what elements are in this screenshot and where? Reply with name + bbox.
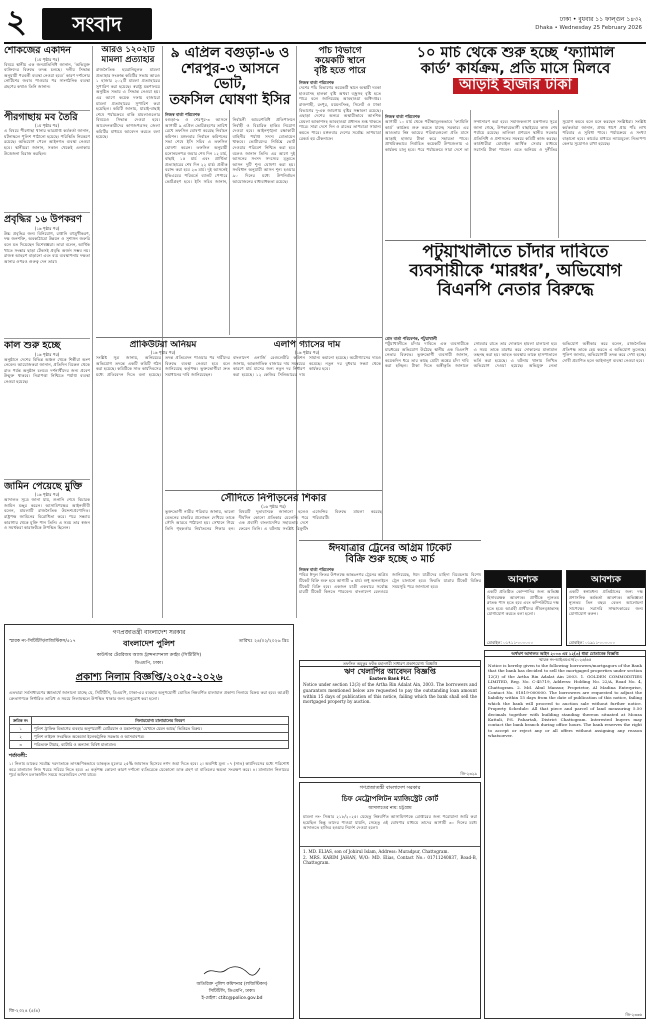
office-line: কাউন্টার টেররিজম অ্যান্ড ট্রান্সন্যাশনাল ক্রাইম (সিটিটিসি): [96, 653, 202, 658]
notice-code: জি-২৩২৪ (৫/৪): [9, 1009, 40, 1014]
notice-code: জি-২৩৩৬: [625, 1012, 642, 1017]
patuakhali-body: [385, 336, 646, 566]
notice-header: অর্থঋণ আদালত আইন ২০০৩ এর ১২(৩) ধারা মোতাবেক বিজ্ঞপ্তি: [485, 651, 645, 657]
story-title[interactable]: জামিন পেয়েছে মুক্তি: [4, 480, 83, 492]
patuakhali-story: [385, 243, 646, 333]
eid-train-headline-line: ঈদযাত্রার ট্রেনের অগ্রিম টিকেট: [328, 543, 452, 554]
table-header-cell: ক্রমিক নং: [10, 717, 32, 725]
left-column: [4, 46, 90, 618]
story-continuation: (১৬ পৃষ্ঠার পর): [294, 350, 320, 356]
weather-story: [299, 46, 381, 336]
accused-list: 1. MD. ELIAS, son of Johirul Islam, Address: Muradpur, Chattogram. 2. MRS. KARIM JAHAN, W/O: MD. Elias, Contact No.: 01711240837, Road-B, Chattogram.: [300, 846, 480, 996]
story-divider: [4, 479, 90, 480]
auction-table-wrap: [5, 714, 293, 751]
right-legal-notice: [484, 650, 646, 1019]
story-divider: [4, 338, 90, 339]
notice-date: তারিখঃ ২৪/০২/২০২৬ খ্রিঃ: [238, 639, 289, 644]
terms-body: ১। নিলাম ডাকের সর্বোচ্চ দরদাতাকে তাৎক্ষণিকভাবে ডাককৃত মূল্যের ২৫% জামানত হিসেবে নগদ জমা দিতে হবে। ২। অবশিষ্ট মূল্য ০৭ (সাত) কার্যদিবসের মধ্যে পরিশোধ করে মালামাল নিজ খরচে সরিয়ে নিতে হবে। ৩। কর্তৃপক্ষ কোনো কারণ দর্শানো ব্যতিরেকে যেকোনো ডাক গ্রহণ বা বাতিলের ক্ষমতা সংরক্ষণ করে। ৪। মালামাল নিলামের পূর্বে অফিস চলাকালীন সময়ে সরেজমিনে দেখা যাবে।: [9, 761, 289, 778]
story-continuation: (১৬ পৃষ্ঠার পর): [34, 351, 60, 357]
notice-header: তফসিল অমুকুর ফটক মহানগরী সাধারণ প্রকাশযোগ্য বিজ্ঞপ্তি: [300, 661, 480, 667]
story-title[interactable]: পীরগাছায় মব তৈরি: [4, 111, 78, 123]
story-body: আদালত সূত্রে জানা যায়, শুনানি শেষে বিচারক জামিন মঞ্জুর করেন। আসামিপক্ষের আইনজীবী বলেন, মামলাটি রাজনৈতিক উদ্দেশ্যপ্রণোদিত। রাষ্ট্রপক্ষ জামিনের বিরোধিতা করে। পরে সন্ধ্যায় কারাগার থেকে মুক্তি পান তিনি। এ সময় তার স্বজন ও সমর্থকরা কারাফটকে উপস্থিত ছিলেন।: [4, 497, 90, 531]
story-body: পবিত্র ঈদুল ফিতর উপলক্ষে আন্তঃনগর ট্রেনের অগ্রিম টিকেট বিক্রি শুরু হবে আগামী ৩ মার্চ। শুধু অনলাইনে টিকেট বিক্রি হবে। একজন যাত্রী একবারে সর্বোচ্চ চারটি টিকেট কিনতে পারবেন। বাংলাদেশ রেলওয়ে জানিয়েছে, ঈদে যাত্রীদের চাহিদা বিবেচনায় বিশেষ ট্রেন চালানো হবে। ফিরতি যাত্রার টিকেট বিক্রির সময়সূচি পরে জানানো হবে।: [299, 572, 481, 595]
byline: প্রেস বার্তা পরিবেশক, পটুয়াখালী: [385, 336, 437, 341]
weather-headline[interactable]: [299, 46, 381, 76]
story-body: পটুয়াখালীতে চাঁদার দাবিতে এক ব্যবসায়ীকে মারধরের অভিযোগ উঠেছে স্থানীয় এক বিএনপি নেতার বিরুদ্ধে। ভুক্তভোগী ব্যবসায়ী জানান, কয়েকদিন ধরে তার কাছে মোটা অঙ্কের চাঁদা দাবি করা হচ্ছিল। টাকা দিতে অস্বীকৃতি জানালে সোমবার রাতে তার দোকানে হামলা চালানো হয়। এ সময় তাকে মারধর করে দোকানের মালামাল তছনছ করা হয়। আহত অবস্থায় তাকে হাসপাতালে ভর্তি করা হয়েছে। এ ঘটনায় থানায় লিখিত অভিযোগ দেওয়া হয়েছে। অভিযুক্ত নেতা অভিযোগ অস্বীকার করে বলেন, রাজনৈতিক প্রতিপক্ষ তাকে হেয় করতে এ অভিযোগ তুলেছে। পুলিশ জানায়, অভিযোগটি তদন্ত করে দেখা হচ্ছে। দোষী প্রমাণিত হলে আইনানুগ ব্যবস্থা নেওয়া হবে।: [385, 341, 646, 369]
section-divider: [299, 540, 481, 541]
story-divider: [4, 212, 90, 213]
police-auction-notice: [4, 624, 294, 1019]
court-office: আদালতের নাম: চট্টগ্রাম: [368, 806, 412, 811]
byline: নিজস্ব বার্তা পরিবেশক: [385, 114, 420, 119]
job-ad: [566, 570, 646, 646]
table-cell: ৩: [10, 741, 32, 749]
section-divider: [96, 337, 382, 338]
lead-headline-line: ৯ এপ্রিল বগুড়া-৬ ও: [170, 46, 290, 61]
auction-table: [9, 716, 289, 749]
story-continuation: (১৬ পৃষ্ঠার পর): [34, 492, 60, 498]
ad-title: আবশ্যক: [567, 571, 645, 588]
story-body: বাংলাদেশ এনার্জি রেগুলেটরি কমিশন জানায়, আন্তর্জাতিক বাজারে দাম সমন্বয়ের কারণে মার্চ মাসের জন্য নতুন দর নির্ধারণ করা হয়েছে। ১২ কেজির সিলিন্ডারের দাম সামান্য কমানো হয়েছে। অটোগ্যাসের দামও কমেছে। নতুন দর বুধবার সন্ধ্যা থেকে কার্যকর হবে।: [233, 355, 381, 377]
story-body: এ বিষয়ে পীরগাছা থানার ভারপ্রাপ্ত কর্মকর্তা জানান, ঘটনাস্থলে পুলিশ পাঠানো হয়েছে। পরিস্থিতি নিয়ন্ত্রণে রয়েছে। অভিযোগ পেলে আইনগত ব্যবস্থা নেওয়া হবে। স্থানীয়রা জানান, সকাল থেকেই এলাকায় উত্তেজনা বিরাজ করছিল।: [4, 128, 90, 156]
terms-title: শর্তাবলী:: [9, 753, 28, 759]
notice-body: Notice under section 12(3) of the Artha Rin Adalat Ain, 2003. The borrowers and guarantors mentioned below are requested to pay the outstanding loan amount within 15 days of publication of this notice, failing which the bank shall sell the mortgaged property by auction.: [303, 682, 477, 705]
story-continuation: (১৬ পৃষ্ঠার পর): [261, 504, 286, 510]
lead-headline[interactable]: [165, 46, 295, 109]
story-continuation: (১৬ পৃষ্ঠার পর): [34, 225, 60, 231]
family-card-headline-line: ১০ মার্চ থেকে শুরু হচ্ছে ‘ফ্যামিলি: [416, 46, 615, 61]
signer-org: সিটিটিসি, ডিএমপি, ঢাকা।: [208, 989, 256, 994]
gov-title: গণপ্রজাতন্ত্রী বাংলাদেশ সরকার: [112, 629, 186, 636]
story-divider: [4, 110, 90, 111]
header-rule: [4, 42, 646, 44]
story-body: বগুড়া-৬ ও শেরপুর-৩ আসনে আগামী ৯ এপ্রিল ভোটগ্রহণের তারিখ রেখে তফসিল ঘোষণা করেছে নির্বাচন কমিশন। মঙ্গলবার নির্বাচন কমিশনের সভা শেষে ইসি সচিব এ তফসিল ঘোষণা করেন। তফসিল অনুযায়ী মনোনয়নপত্র জমার শেষ দিন ১২ মার্চ, বাছাই ১৫ মার্চ এবং প্রার্থিতা প্রত্যাহারের শেষ দিন ২২ মার্চ। প্রতীক বরাদ্দ করা হবে ২৩ মার্চ। দুই আসনেই ইভিএমের পরিবর্তে ব্যালট পেপারে ভোটগ্রহণ হবে। ইসি সচিব জানান, নির্বাচনী আচরণবিধি প্রতিপালনে নির্বাহী ও বিচারিক হাকিম নিয়োগ দেওয়া হবে। আইনশৃঙ্খলা রক্ষাকারী বাহিনীর পর্যাপ্ত সদস্য মোতায়েন থাকবে। ভোটারদের নির্বিঘ্নে ভোট দেওয়ার পরিবেশ নিশ্চিত করা হবে বলেও জানান তিনি। এর আগে দুই আসনের সংসদ সদস্যের মৃত্যুতে আসন দুটি শূন্য ঘোষণা করা হয়। সংবিধান অনুযায়ী আসন শূন্য হওয়ার ৯০ দিনের মধ্যে উপনির্বাচন আয়োজনের বাধ্যবাধকতা রয়েছে।: [165, 117, 295, 184]
weather-headline-line: বৃষ্টি হতে পারে: [314, 66, 366, 77]
table-cell: পুলিশ ট্রাফিক বিভাগের ব্যবহার অনুপযোগী মোটরযান ও যন্ত্রাংশসমূহ ‘যেখানে যেমন আছে’ ভিত্তিতে বিক্রয়।: [32, 725, 289, 733]
patuakhali-headline-line: বিএনপি নেতার বিরুদ্ধে: [437, 280, 594, 301]
table-row: [10, 733, 289, 741]
ad-body: একটি প্রতিষ্ঠিত কোম্পানির জন্য অভিজ্ঞ হিসাবরক্ষক আবশ্যক। প্রার্থীকে ন্যূনতম স্নাতক পাস হতে হবে এবং কম্পিউটারে দক্ষ হতে হবে। আগ্রহী প্রার্থীদের জীবনবৃত্তান্তসহ যোগাযোগ করতে বলা হলো।: [487, 589, 559, 617]
byline: নিজস্ব বার্তা পরিবেশক: [165, 112, 200, 117]
case-withdrawal-story: [96, 46, 160, 336]
table-row: [10, 725, 289, 733]
header-date-block: [535, 14, 642, 31]
weather-headline-line: কয়েকটি স্থানে: [315, 56, 365, 67]
ad-title: আবশ্যক: [485, 571, 561, 588]
eid-train-story: [299, 543, 481, 655]
byline: নিজস্ব বার্তা পরিবেশক: [299, 567, 334, 573]
lead-headline-line: তফসিল ঘোষণা ইসির: [169, 92, 291, 109]
signature-block: [177, 962, 287, 1002]
masthead-logo: [42, 8, 152, 40]
story-title[interactable]: শোকজের একদিন: [4, 46, 71, 56]
signer-email: ই-মেইল: ctitc@police.gov.bd: [201, 996, 263, 1001]
story-title[interactable]: প্রবৃদ্ধির ১৬ উপকরণ: [4, 214, 82, 226]
exam-story: [96, 340, 230, 488]
story-title[interactable]: প্রাকিউটরা অনিয়ম: [129, 340, 197, 350]
table-cell: ১: [10, 725, 32, 733]
signature-scribble: [202, 965, 262, 977]
story-body: ভুক্তভোগী নারীর পরিবার জানায়, ভালো বেতনের চাকরির প্রলোভন দেখিয়ে তাকে সৌদি আরবে পাঠানো হয়। সেখানে গিয়ে তিনি গৃহকর্তার নির্যাতনের শিকার হন। বিষয়টি দূতাবাসকে জানানো হলেও দীর্ঘদিন কোনো প্রতিকার মেলেনি। পরে এক প্রবাসী বাংলাদেশির সহায়তায় দেশে ফেরেন তিনি। এ ঘটনায় সংশ্লিষ্ট রিক্রুটিং এজেন্সির বিরুদ্ধে মামলা করেছে পরিবারটি।: [165, 509, 382, 531]
page-number: ২: [6, 2, 27, 40]
ad-body: একটি স্বনামধন্য প্রতিষ্ঠানের জন্য দক্ষ প্রশাসনিক কর্মকর্তা আবশ্যক। অভিজ্ঞতা ন্যূনতম তিন বছর। বেতন আলোচনা সাপেক্ষে। সরাসরি সাক্ষাৎকারের জন্য যোগাযোগ করুন।: [569, 589, 643, 617]
story-continuation: (১ম পৃষ্ঠার পর): [34, 56, 60, 62]
patuakhali-headline-line: ব্যবসায়ীকে ‘মারধর’, অভিযোগ: [409, 261, 622, 282]
notice-code: জি-২৩২৯: [460, 771, 477, 776]
table-header-cell: নিলামযোগ্য মালামালের বিবরণ: [32, 717, 289, 725]
column-rule: [92, 46, 93, 618]
story-body: রাজনৈতিক হয়রানিমূলক মামলা প্রত্যাহার সংক্রান্ত কমিটির সভায় আরও ১ হাজার ২০২টি মামলা প্রত্যাহারের সুপারিশ করা হয়েছে। স্বরাষ্ট্র মন্ত্রণালয়ে অনুষ্ঠিত সভায় এ সিদ্ধান্ত নেওয়া হয়। এর আগে কয়েক দফায় হাজারো মামলা প্রত্যাহারের সুপারিশ করা হয়েছিল। কমিটি জানায়, যাচাই-বাছাই শেষে পর্যায়ক্রমে বাকি মামলাগুলোর বিষয়েও সিদ্ধান্ত দেওয়া হবে। আবেদনকারীদের কাগজপত্রসহ জেলা কমিটির মাধ্যমে আবেদন করতে বলা হয়েছে।: [96, 67, 160, 140]
police-department: বাংলাদেশ পুলিশ: [123, 639, 175, 648]
section-divider: [385, 240, 646, 241]
office-line: ডিএমপি, ঢাকা।: [134, 661, 164, 666]
story-title[interactable]: আরও ১২০২টি মামলা প্রত্যাহার: [101, 46, 155, 65]
family-card-headline-line: আড়াই হাজার টাকা: [453, 78, 578, 94]
story-continuation: (১ম পৃষ্ঠার পর): [34, 123, 60, 129]
story-title[interactable]: কাল শুরু হচ্ছে: [4, 339, 61, 351]
story-body: অনুষ্ঠানে দেশের বিভিন্ন অঞ্চল থেকে শিল্পীরা অংশ নেবেন। আয়োজকরা জানান, প্রতিদিন বিকেল থেকে রাত পর্যন্ত অনুষ্ঠান চলবে। দর্শনার্থীদের জন্য প্রবেশ উন্মুক্ত থাকবে। নিরাপত্তা নিশ্চিতে পর্যাপ্ত ব্যবস্থা নেওয়া হয়েছে।: [4, 356, 90, 384]
patuakhali-headline[interactable]: [385, 243, 646, 300]
story-continuation: (১৬ পৃষ্ঠার পর): [150, 350, 176, 356]
lead-story-body: [165, 112, 295, 336]
date-english: Dhaka • Wednesday 25 February 2026: [535, 25, 642, 31]
notice-intro: এতদ্বারা সর্বসাধারণের জ্ঞাতার্থে জানানো যাচ্ছে যে, সিটিটিসি, ডিএমপি, ঢাকা-এর ব্যবহার অনুপযোগী ঘোষিত নিম্নবর্ণিত মালামাল প্রকাশ্য নিলামে বিক্রয় করা হবে। আগ্রহী ক্রেতাগণকে নির্ধারিত তারিখ ও সময়ে নিলামস্থলে উপস্থিত থাকার জন্য অনুরোধ করা হলো।: [9, 690, 289, 701]
story-body: দেশের পাঁচ বিভাগের কয়েকটি স্থানে অস্থায়ী দমকা হাওয়াসহ হালকা বৃষ্টি অথবা বজ্রসহ বৃষ্টি হতে পারে বলে জানিয়েছে আবহাওয়া অধিদপ্তর। রাজশাহী, রংপুর, ময়মনসিংহ, সিলেট ও ঢাকা বিভাগের দু-এক জায়গায় বৃষ্টির সম্ভাবনা রয়েছে। এছাড়া দেশের অন্যত্র অস্থায়ীভাবে আংশিক মেঘলা আকাশসহ আবহাওয়া প্রধানত শুষ্ক থাকতে পারে। সারা দেশে দিন ও রাতের তাপমাত্রা সামান্য কমতে পারে। মঙ্গলবার দেশের সর্বোচ্চ তাপমাত্রা রেকর্ড হয় টেকনাফে।: [299, 85, 381, 141]
family-card-body: [385, 114, 646, 238]
bank-name: Eastern Bank PLC.: [369, 676, 411, 682]
family-card-headline-line: কার্ড’ কার্যক্রম, প্রতি মাসে মিলবে: [420, 60, 611, 77]
table-cell: ২: [10, 733, 32, 741]
story-body: বিষয়ে স্থানীয় এক জনপ্রতিনিধি জানান, ‘অভিযুক্ত ব্যক্তিদের বিরুদ্ধে তদন্ত চলছে। দলীয় সিদ্ধান্ত অনুযায়ী পরবর্তী ব্যবস্থা নেওয়া হবে।’ কারণ দর্শানোর নোটিশের জবাব পাওয়ার পর সাংগঠনিক ব্যবস্থা গ্রহণের কথাও তিনি জানান।: [4, 61, 90, 89]
section-divider: [165, 490, 382, 491]
story-title[interactable]: সৌদিতে নিপীড়নের শিকার: [220, 493, 327, 504]
bank-notice: [299, 660, 481, 778]
patuakhali-headline-line: পটুয়াখালীতে চাঁদার দাবিতে: [422, 243, 609, 262]
notice-ref: স্মারক নং-আইএমএস/২০২৬/৬৫: [538, 657, 592, 662]
weather-headline-line: পাঁচ বিভাগে: [318, 46, 362, 56]
eid-train-headline-line: বিক্রি শুরু হচ্ছে ৩ মার্চ: [345, 554, 435, 566]
notice-body: Notice is hereby given to the following borrowers/mortgagors of the Bank that the bank has decided to sell the mortgaged properties under section 12(3) of the Artha Rin Adalat Ain 2003. 1. GOLDEN COMMODITIES LIMITED, Reg. No. C-45719, Address: Holding No. 22/A, Road No. 4, Chattogram. 2. Md. Abul Mansur, Proprietor, Al Madina Enterprise, Contact No. 01819-000000. The borrowers are requested to adjust the liability within 15 days from the date of publication of this notice, failing which the bank will proceed to auction sale without further notice. Property Schedule: All that piece and parcel of land measuring 5.50 decimals together with building standing thereon situated at Mouza Kattali, P.S. Pahartali, District Chattogram. Interested buyers may contact the bank branch during office hours. The bank reserves the right to accept or reject any or all offers without assigning any reason whatsoever.: [488, 663, 642, 739]
story-body: উচ্চ প্রবৃদ্ধির জন্য বিনিয়োগ, রপ্তানি বহুমুখীকরণ, দক্ষ জনশক্তি, অবকাঠামো উন্নয়ন ও সুশাসন জরুরি বলে মত দিয়েছেন বিশেষজ্ঞরা। তারা বলেন, আর্থিক খাতে সংস্কার ছাড়া টেকসই প্রবৃদ্ধি অর্জন সম্ভব নয়। রাজস্ব আহরণ বাড়ানো এবং ব্যয় ব্যবস্থাপনায় দক্ষতা আনার ওপরও গুরুত্ব দেন তারা।: [4, 230, 90, 264]
table-cell: পরিত্যক্ত টায়ার, ব্যাটারি ও অন্যান্য বিবিধ মালামাল।: [32, 741, 289, 749]
signer-title: অতিরিক্ত পুলিশ কমিশনার (লজিস্টিকস): [196, 982, 268, 987]
byline: নিজস্ব বার্তা পরিবেশক: [299, 80, 334, 86]
court-name: চিফ মেট্রোপলিটন ম্যাজিস্ট্রেট কোর্ট: [341, 795, 439, 803]
table-row: [10, 741, 289, 749]
notice-ref: স্মারক নং-সিটিটিসি/লজিস্টিকস/৫১৭: [9, 639, 76, 644]
family-card-headline[interactable]: [385, 46, 646, 94]
eid-train-headline[interactable]: [299, 543, 481, 565]
lead-headline-line: শেরপুর-৩ আসনে ভোট,: [180, 60, 280, 93]
ad-phone: মোবাইল: ০১৭১১-০০০০০০: [487, 640, 534, 645]
ad-phone: মোবাইল: ০১৯১১-০০০০০০: [569, 640, 616, 645]
table-header-row: [10, 717, 289, 725]
story-body: আগামী ১০ মার্চ থেকে পরীক্ষামূলকভাবে ‘ফ্যামিলি কার্ড’ কার্যক্রম শুরু করতে যাচ্ছে সরকার। এর আওতায় নিম্ন আয়ের পরিবারগুলো প্রতি মাসে আড়াই হাজার টাকা করে সহায়তা পাবে। প্রাথমিকভাবে নির্বাচিত কয়েকটি উপজেলায় এ কার্যক্রম চালু হবে। পরে পর্যায়ক্রমে সারা দেশে তা সম্প্রসারণ করা হবে। সমাজকল্যাণ মন্ত্রণালয় সূত্রে জানা গেছে, উপকারভোগী বাছাইয়ের কাজ শেষ পর্যায়ে রয়েছে। তালিকা প্রণয়নে স্থানীয় সরকার প্রতিনিধি ও প্রশাসনের সমন্বয়ে কমিটি কাজ করছে। কার্ডধারীরা মোবাইল আর্থিক সেবার মাধ্যমে সরাসরি টাকা পাবেন। এতে অনিয়ম ও দুর্নীতির সুযোগ কমবে বলে মনে করছেন সংশ্লিষ্টরা। সংশ্লিষ্ট কর্মকর্তারা জানান, প্রথম ধাপে প্রায় পাঁচ লাখ পরিবার এ সুবিধা পাবে। পর্যায়ক্রমে এ সংখ্যা বাড়ানো হবে। কার্ডের মাধ্যমে ন্যায্যমূল্যে নিত্যপণ্য কেনার সুযোগও রাখা হয়েছে।: [385, 119, 646, 152]
column-rule: [162, 46, 163, 618]
story-title[interactable]: এলপি গ্যাসের দাম: [273, 340, 341, 350]
column-rule: [382, 110, 383, 540]
notice-title: ঋণ খেলাপির আবেদন বিজ্ঞপ্তি: [344, 667, 436, 676]
notice-heading: প্রকাশ্য নিলাম বিজ্ঞপ্তি/২০২৫-২০২৬: [75, 672, 223, 683]
lpg-story: [233, 340, 381, 488]
table-cell: পুলিশ লাইন্সে সংরক্ষিত অকেজো ইলেকট্রনিক সরঞ্জাম ও আসবাবপত্র।: [32, 733, 289, 741]
masthead-title: সংবাদ: [72, 12, 122, 36]
notice-body: মামলা নং- সিআর ২১৮/২০২৫। যেহেতু নিম্নবর্ণিত আসামিগণকে গ্রেপ্তারের জন্য পরোয়ানা জারি করা হয়েছিল কিন্তু তাদের পাওয়া যায়নি, সেহেতু এই ঘোষণার মাধ্যমে তাদের আগামী ৩০ দিনের মধ্যে আদালতে হাজির হওয়ার নির্দেশ দেওয়া হলো।: [303, 814, 477, 831]
date-bangla: ঢাকা • বুধবার ১১ ফাল্গুন ১৪৩২: [559, 16, 642, 23]
gov-title: গণপ্রজাতন্ত্রী বাংলাদেশ সরকার: [359, 785, 421, 791]
court-notice: [299, 782, 481, 1019]
story-body: সংশ্লিষ্ট সূত্র জানায়, অনিয়মের অভিযোগ তদন্তে একটি কমিটি গঠন করা হয়েছে। কমিটিকে সাত কার্যদিবসের মধ্যে প্রতিবেদন দিতে বলা হয়েছে। তদন্ত প্রতিবেদন পাওয়ার পর দায়ীদের বিরুদ্ধে ব্যবস্থা নেওয়া হবে বলে জানিয়েছে কর্তৃপক্ষ। ভুক্তভোগীরা দ্রুত সমাধানের দাবি জানিয়েছেন।: [96, 355, 230, 377]
family-card-story: [385, 46, 646, 112]
job-ad: [484, 570, 562, 646]
